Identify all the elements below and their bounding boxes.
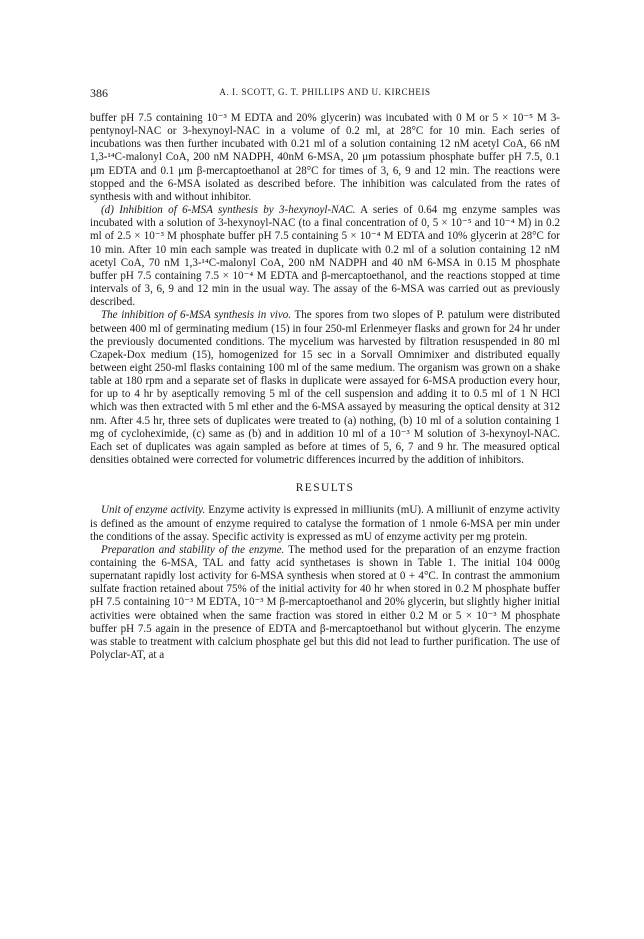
paragraph-lead: (d) Inhibition of 6-MSA synthesis by 3-hexynoyl-NAC. [101, 204, 356, 217]
page-number: 386 [90, 86, 108, 100]
page-header [90, 86, 560, 106]
paragraph-methods-continued: buffer pH 7.5 containing 10⁻³ M EDTA and 20% glycerin) was incubated with 0 M or 5 × 10⁻⁵ M 3-pentynoyl-NAC or 3-hexynoyl-NAC in a volume of 0.2 ml, at 28°C for 10 min. Each series of incubations was then further incubated with 0.21 ml of a solution containing 12 nM acetyl CoA, 66 nM 1,3-¹⁴C-malonyl CoA, 200 nM NADPH, 40nM 6-MSA, 20 μm potassium phosphate buffer pH 7.5, 0.1 μm EDTA and 0.1 μm β-mercaptoethanol at 28°C for times of 3, 6, 9 and 12 min. The reactions were stopped and the 6-MSA isolated as described before. The inhibition was calculated from the rates of synthesis with and without inhibitor. [90, 112, 560, 203]
paragraph-text: Enzyme activity is expressed in milliunits (mU). A milliunit of enzyme activity is defined as the amount of enzyme required to catalyse the formation of 1 nmole 6-MSA per min under the conditions of the assay. Specific activity is expressed as mU of enzyme activity per mg protein. [90, 504, 560, 543]
paragraph-inhibition-hexynoyl [90, 204, 560, 309]
paragraph-lead: Unit of enzyme activity. [101, 504, 206, 517]
paragraph-unit-enzyme-activity [90, 504, 560, 543]
paragraph-lead: The inhibition of 6-MSA synthesis in vivo. [101, 309, 292, 322]
paragraph-lead: Preparation and stability of the enzyme. [101, 543, 285, 556]
running-head: A. I. SCOTT, G. T. PHILLIPS AND U. KIRCHEIS [219, 87, 431, 97]
paragraph-text: The method used for the preparation of an enzyme fraction containing the 6-MSA, TAL and fatty acid synthetases is shown in Table 1. The initial 104 000g supernatant rapidly lost activity for 6-MSA synthesis when stored at 0 + 4°C. In contrast the ammonium sulfate fraction retained about 75% of the initial activity for 40 hr when stored in 0.2 M phosphate buffer pH 7.5 containing 10⁻³ M EDTA, 10⁻³ M β-mercaptoethanol and 20% glycerin, but slightly higher initial activities were obtained when the same fraction was stored in either 0.2 M or 5 × 10⁻³ M phosphate buffer pH 7.5 again in the presence of EDTA and β-mercaptoethanol but without glycerin. The enzyme was stable to treatment with calcium phosphate gel but this did not lead to further purification. The use of Polyclar-AT, at a [90, 543, 560, 662]
paragraph-inhibition-in-vivo [90, 309, 560, 467]
body-text [90, 112, 560, 662]
paragraph-text: The spores from two slopes of P. patulum were distributed between 400 ml of germinating medium (15) in four 250-ml Erlenmeyer flasks and grown for 24 hr under the previously documented conditions. The mycelium was harvested by filtration resuspended in 80 ml Czapek-Dox medium (15), homogenized for 15 sec in a Sorvall Omnimixer and distributed equally between eight 250-ml flasks containing 100 ml of the same medium. The organism was grown on a shake table at 180 rpm and a separate set of flasks in duplicate were assayed for 6-MSA production every hour, for up to 4 hr by aseptically removing 5 ml of the cell suspension and adding it to 0.5 ml of 1 N HCl which was then extracted with 5 ml ether and the 6-MSA assayed by measuring the optical density at 312 nm. After 4.5 hr, three sets of duplicates were treated to (a) nothing, (b) 10 ml of a solution containing 1 mg of cycloheximide, (c) same as (b) and in addition 10 ml of a 10⁻³ M solution of 3-hexynoyl-NAC. Each set of duplicates was again sampled as before at times of 5, 6, 7 and 9 hr. The measured optical densities obtained were corrected for volumetric differences incurred by the addition of inhibitors. [90, 309, 560, 467]
paragraph-text: A series of 0.64 mg enzyme samples was incubated with a solution of 3-hexynoyl-NAC (to a final concentration of 0, 5 × 10⁻⁵ and 10⁻⁴ M) in 0.2 ml of 2.5 × 10⁻³ M phosphate buffer pH 7.5 containing 5 × 10⁻⁴ M EDTA and 10% glycerin at 28°C for 10 min. After 10 min each sample was treated in duplicate with 0.2 ml of a solution containing 12 nM acetyl CoA, 70 nM 1,3-¹⁴C-malonyl CoA, 200 nM NADPH and 40 nM 6-MSA in 0.15 M phosphate buffer pH 7.5 containing 7.5 × 10⁻⁴ M EDTA and β-mercaptoethanol, and the reactions stopped at time intervals of 3, 6, 9 and 12 min in the usual way. The assay of the 6-MSA was carried out as previously described. [90, 204, 560, 309]
section-heading-results: RESULTS [295, 482, 355, 495]
paragraph-preparation-stability [90, 544, 560, 662]
